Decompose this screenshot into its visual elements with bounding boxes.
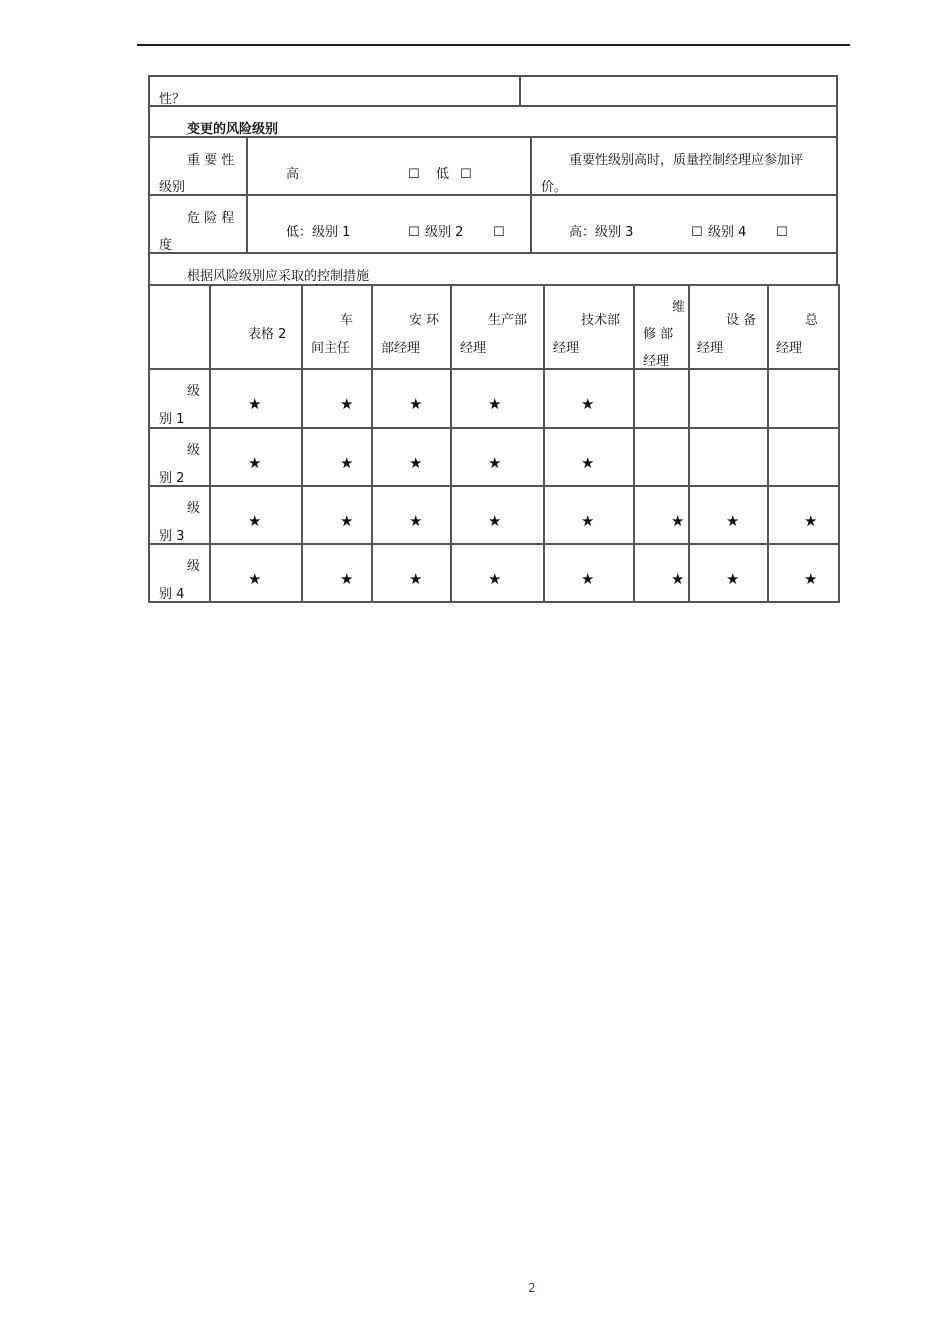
star-mark-icon: ★ bbox=[340, 454, 354, 472]
star-mark-icon: ★ bbox=[340, 512, 354, 530]
importance-low-checkbox[interactable]: ☐ bbox=[460, 167, 472, 182]
maintenance-manager-header-cont: 修 部 bbox=[643, 327, 674, 342]
level-label-cont: 别 3 bbox=[159, 529, 185, 544]
level-label: 级 bbox=[187, 443, 201, 458]
matrix-cell bbox=[301, 427, 373, 487]
importance-note-cont: 价。 bbox=[541, 180, 568, 195]
danger-label-cont: 度 bbox=[159, 238, 173, 253]
danger-level4-label: 级别 4 bbox=[708, 225, 747, 240]
star-mark-icon: ★ bbox=[488, 454, 502, 472]
risk-level-section-title: 变更的风险级别 bbox=[187, 122, 279, 137]
matrix-cell bbox=[301, 543, 373, 603]
equipment-manager-header: 设 备 bbox=[726, 313, 757, 328]
general-manager-header-cell bbox=[767, 284, 840, 370]
level-label-cont: 别 2 bbox=[159, 471, 185, 486]
star-mark-icon: ★ bbox=[488, 512, 502, 530]
safety-env-manager-header-cont: 部经理 bbox=[381, 341, 421, 356]
tech-manager-header-cont: 经理 bbox=[553, 341, 580, 356]
tech-manager-header: 技术部 bbox=[581, 313, 621, 328]
matrix-cell bbox=[301, 368, 373, 429]
danger-level1-checkbox[interactable]: ☐ bbox=[408, 225, 420, 240]
matrix-corner-cell bbox=[148, 284, 211, 370]
control-section-title: 根据风险级别应采取的控制措施 bbox=[187, 269, 370, 284]
star-mark-icon: ★ bbox=[581, 395, 595, 413]
star-mark-icon: ★ bbox=[409, 512, 423, 530]
matrix-cell bbox=[301, 485, 373, 545]
star-mark-icon: ★ bbox=[671, 570, 685, 588]
danger-label: 危 险 程 bbox=[187, 211, 235, 226]
star-mark-icon: ★ bbox=[488, 570, 502, 588]
prev-answer-cell bbox=[519, 75, 838, 107]
header-rule bbox=[137, 44, 850, 46]
level-label-cont: 别 1 bbox=[159, 412, 185, 427]
safety-env-manager-header: 安 环 bbox=[409, 313, 440, 328]
danger-level3-label: 高：级别 3 bbox=[569, 225, 634, 240]
level-label: 级 bbox=[187, 501, 201, 516]
workshop-director-header-cont: 间主任 bbox=[311, 341, 351, 356]
prev-question-cell bbox=[148, 75, 521, 107]
star-mark-icon: ★ bbox=[671, 512, 685, 530]
star-mark-icon: ★ bbox=[248, 570, 262, 588]
importance-low-label: 低 bbox=[436, 167, 450, 182]
matrix-cell bbox=[688, 427, 769, 487]
danger-high-cell bbox=[530, 194, 838, 254]
level-label-cont: 别 4 bbox=[159, 587, 185, 602]
star-mark-icon: ★ bbox=[409, 395, 423, 413]
star-mark-icon: ★ bbox=[488, 395, 502, 413]
general-manager-header: 总 bbox=[805, 313, 819, 328]
star-mark-icon: ★ bbox=[340, 395, 354, 413]
matrix-cell bbox=[767, 427, 840, 487]
star-mark-icon: ★ bbox=[248, 395, 262, 413]
star-mark-icon: ★ bbox=[726, 570, 740, 588]
star-mark-icon: ★ bbox=[581, 570, 595, 588]
matrix-cell bbox=[688, 368, 769, 429]
matrix-cell bbox=[633, 368, 690, 429]
star-mark-icon: ★ bbox=[248, 454, 262, 472]
production-manager-header: 生产部 bbox=[488, 313, 528, 328]
danger-level1-label: 低：级别 1 bbox=[286, 225, 351, 240]
importance-note: 重要性级别高时，质量控制经理应参加评 bbox=[569, 153, 804, 168]
matrix-cell bbox=[633, 427, 690, 487]
form-column-header: 表格 2 bbox=[248, 327, 287, 342]
workshop-director-header: 车 bbox=[340, 313, 354, 328]
importance-options-cell bbox=[246, 136, 532, 196]
general-manager-header-cont: 经理 bbox=[776, 341, 803, 356]
importance-high-label: 高 bbox=[286, 167, 300, 182]
production-manager-header-cont: 经理 bbox=[460, 341, 487, 356]
maintenance-manager-header: 维 bbox=[672, 300, 686, 315]
level-label: 级 bbox=[187, 384, 201, 399]
maintenance-manager-header-cont2: 经理 bbox=[643, 354, 670, 369]
star-mark-icon: ★ bbox=[581, 512, 595, 530]
danger-level2-checkbox[interactable]: ☐ bbox=[493, 225, 505, 240]
star-mark-icon: ★ bbox=[409, 454, 423, 472]
importance-label-cont: 级别 bbox=[159, 180, 186, 195]
matrix-cell bbox=[767, 368, 840, 429]
danger-low-cell bbox=[246, 194, 532, 254]
danger-level3-checkbox[interactable]: ☐ bbox=[691, 225, 703, 240]
workshop-director-header-cell bbox=[301, 284, 373, 370]
level-label: 级 bbox=[187, 559, 201, 574]
importance-high-checkbox[interactable]: ☐ bbox=[408, 167, 420, 182]
prev-row-text: 性？ bbox=[159, 92, 186, 107]
importance-label: 重 要 性 bbox=[187, 153, 235, 168]
star-mark-icon: ★ bbox=[726, 512, 740, 530]
star-mark-icon: ★ bbox=[804, 512, 818, 530]
star-mark-icon: ★ bbox=[581, 454, 595, 472]
page-number: 2 bbox=[528, 1281, 536, 1295]
danger-level4-checkbox[interactable]: ☐ bbox=[776, 225, 788, 240]
star-mark-icon: ★ bbox=[409, 570, 423, 588]
equipment-manager-header-cont: 经理 bbox=[697, 341, 724, 356]
star-mark-icon: ★ bbox=[248, 512, 262, 530]
star-mark-icon: ★ bbox=[340, 570, 354, 588]
danger-level2-label: 级别 2 bbox=[425, 225, 464, 240]
star-mark-icon: ★ bbox=[804, 570, 818, 588]
